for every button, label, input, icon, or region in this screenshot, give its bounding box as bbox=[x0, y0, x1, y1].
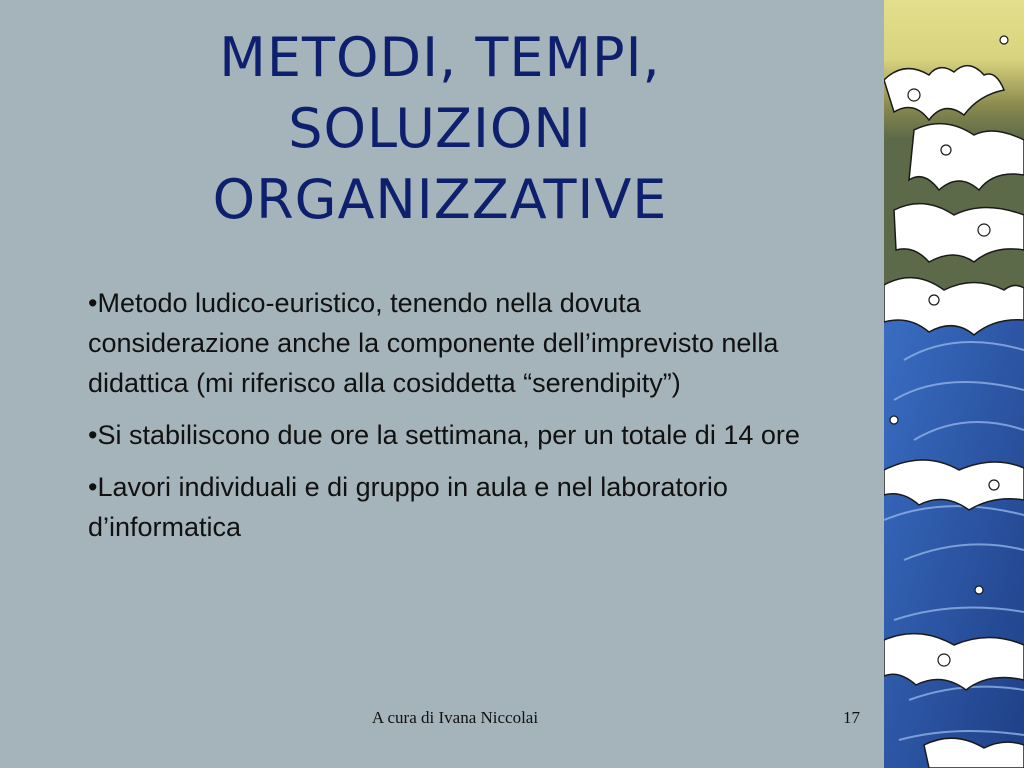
title-line-1: METODI, TEMPI, bbox=[219, 26, 661, 89]
bullet-list bbox=[88, 283, 808, 559]
title-line-2: SOLUZIONI bbox=[288, 97, 592, 160]
sea bbox=[884, 300, 1024, 768]
title-line-3: ORGANIZZATIVE bbox=[212, 168, 668, 231]
slide-title bbox=[100, 22, 780, 235]
bullet-item: •Lavori individuali e di gruppo in aula e nel laboratorio d’informatica bbox=[88, 472, 728, 542]
bullet-item: •Metodo ludico-euristico, tenendo nella dovuta considerazione anche la componente dell’imprevisto nella didattica (mi riferisco alla cosiddetta “serendipity”) bbox=[88, 288, 779, 398]
footer-author: A cura di Ivana Niccolai bbox=[371, 708, 539, 727]
slide-number: 17 bbox=[843, 708, 860, 727]
great-wave-illustration bbox=[884, 0, 1024, 768]
bullet-item: •Si stabiliscono due ore la settimana, per un totale di 14 ore bbox=[88, 420, 800, 450]
wave-decoration bbox=[884, 0, 1024, 768]
